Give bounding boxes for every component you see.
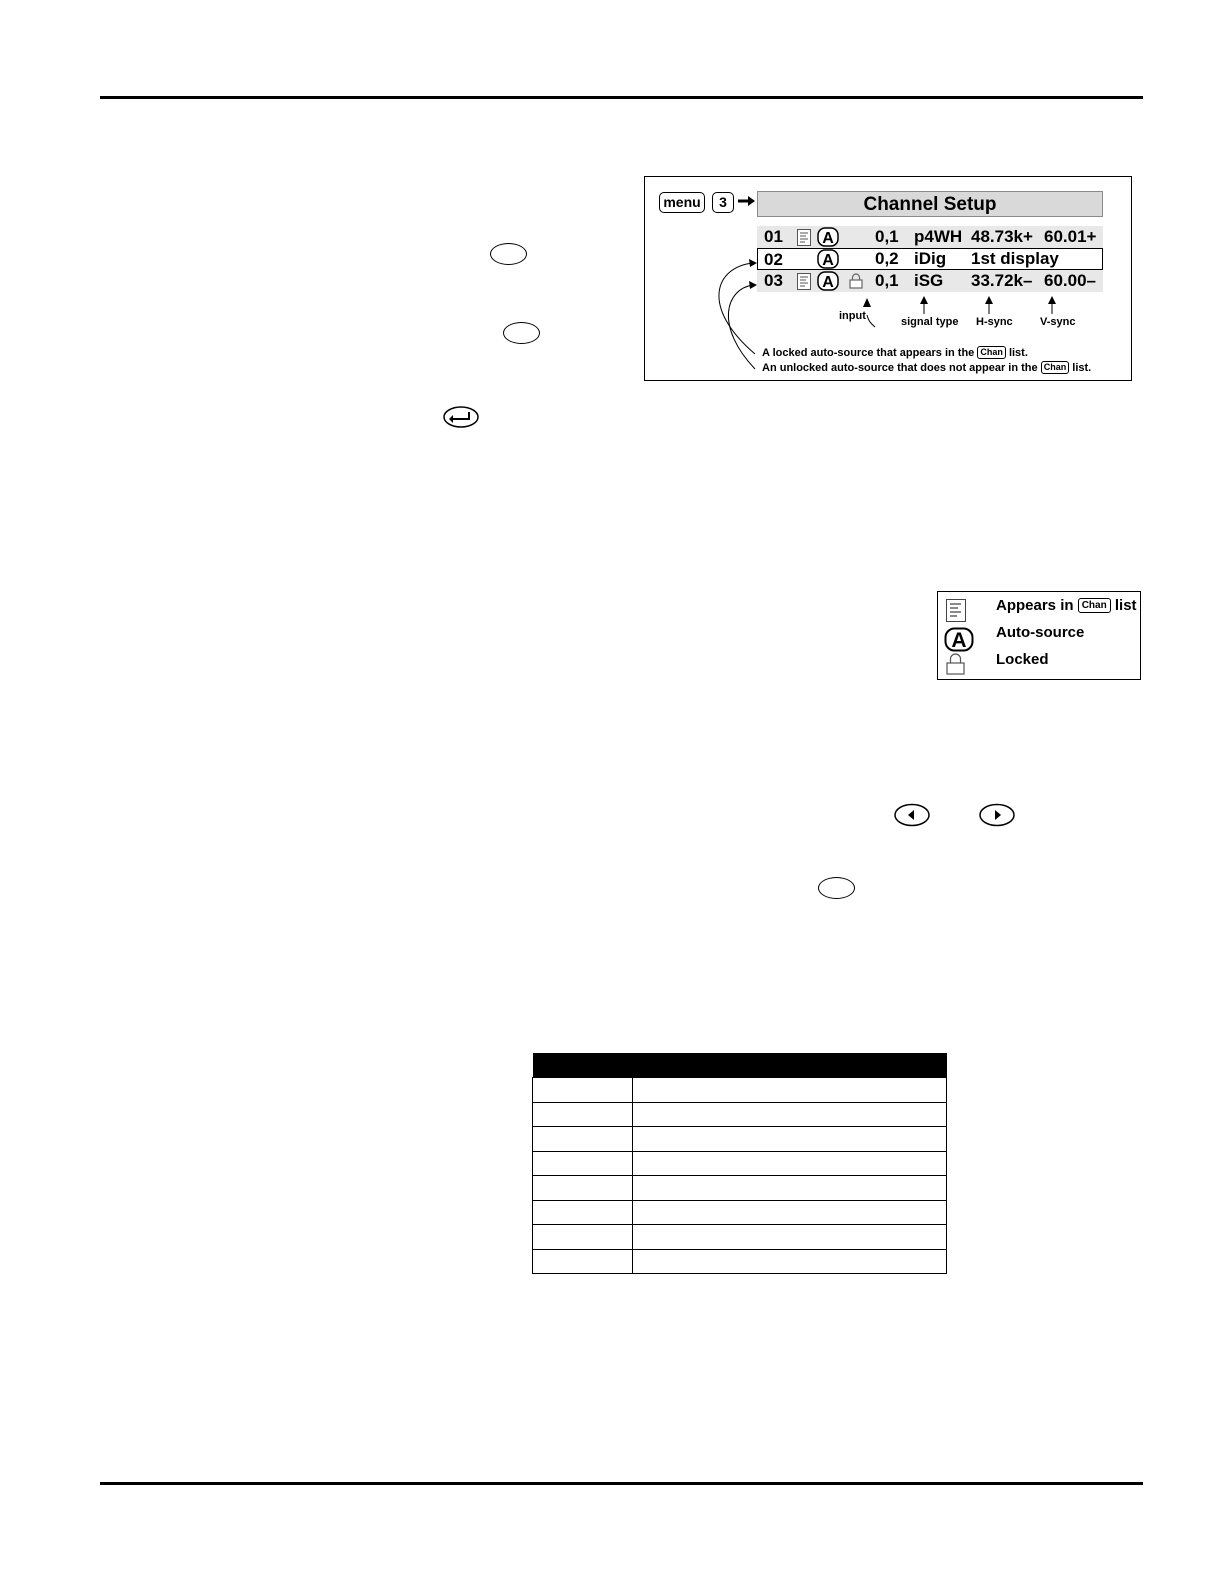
remote-key-icon <box>490 243 527 265</box>
table-row <box>533 1078 947 1103</box>
header-rule <box>100 96 1143 99</box>
table-cell <box>633 1225 947 1250</box>
locked-note <box>762 346 1028 359</box>
unlocked-note-text: An unlocked auto-source that does not appear in the <box>762 362 1038 374</box>
table-row <box>533 1102 947 1127</box>
table-row <box>533 1225 947 1250</box>
vsync-value: 60.01+ <box>1044 227 1097 246</box>
table-header-cell <box>533 1053 633 1078</box>
auto-source-icon <box>944 627 974 652</box>
table-header-cell <box>633 1053 947 1078</box>
chan-key: Chan <box>1078 598 1111 613</box>
table-cell <box>533 1176 633 1201</box>
chan-key: Chan <box>1041 361 1070 374</box>
svg-text:A: A <box>951 629 967 652</box>
input-label: input <box>839 310 866 322</box>
table-cell <box>633 1127 947 1152</box>
channel-setup-figure <box>644 176 1132 381</box>
svg-text:A: A <box>822 230 834 247</box>
table-cell <box>633 1176 947 1201</box>
icon-legend <box>937 591 1141 680</box>
input-value: 0,1 <box>875 227 899 246</box>
signal-type-value: iDig <box>914 249 947 268</box>
svg-text:A: A <box>822 274 834 291</box>
channel-number: 03 <box>764 271 783 290</box>
signal-type-value: iSG <box>914 271 944 290</box>
table-cell <box>633 1102 947 1127</box>
remote-key-icon <box>503 322 540 344</box>
hsync-label: H-sync <box>976 316 1013 328</box>
table-cell <box>533 1200 633 1225</box>
unlocked-note-end: list. <box>1072 362 1092 374</box>
lock-icon <box>946 653 965 675</box>
enter-key-icon <box>442 405 480 429</box>
table-row <box>533 1151 947 1176</box>
table-cell <box>533 1225 633 1250</box>
chan-key: Chan <box>977 346 1006 359</box>
left-arrow-key-icon <box>893 803 931 827</box>
input-value: 0,1 <box>875 271 899 290</box>
footer-rule <box>100 1482 1143 1485</box>
signal-type-value: p4WH <box>914 227 963 246</box>
locked-note-text: A locked auto-source that appears in the <box>762 347 975 359</box>
data-table <box>532 1053 947 1274</box>
right-arrow-key-icon <box>978 803 1016 827</box>
signal-type-label: signal type <box>901 316 959 328</box>
legend-appears-end: list <box>1114 597 1137 614</box>
table-row <box>533 1200 947 1225</box>
vsync-value: 60.00– <box>1044 271 1096 290</box>
table-cell <box>533 1102 633 1127</box>
table-row <box>533 1176 947 1201</box>
legend-appears <box>996 597 1137 614</box>
channel-number: 01 <box>764 227 783 246</box>
vsync-label: V-sync <box>1040 316 1076 328</box>
menu-key: menu <box>659 192 705 213</box>
list-icon <box>946 599 966 622</box>
svg-text:A: A <box>822 252 834 269</box>
menu-title: Channel Setup <box>757 191 1103 217</box>
table-cell <box>633 1249 947 1274</box>
hsync-value: 33.72k– <box>971 271 1033 290</box>
table-row <box>533 1127 947 1152</box>
remote-key-icon <box>818 877 855 899</box>
display-value: 1st display <box>971 249 1059 268</box>
input-value: 0,2 <box>875 249 899 268</box>
table-cell <box>533 1249 633 1274</box>
legend-auto: Auto-source <box>996 624 1085 641</box>
locked-note-end: list. <box>1008 347 1028 359</box>
channel-number: 02 <box>764 250 783 269</box>
legend-appears-text: Appears in <box>996 597 1074 614</box>
unlocked-note <box>762 361 1091 374</box>
table-cell <box>533 1078 633 1103</box>
table-cell <box>633 1151 947 1176</box>
table-cell <box>633 1078 947 1103</box>
table-cell <box>533 1151 633 1176</box>
hsync-value: 48.73k+ <box>971 227 1033 246</box>
legend-locked: Locked <box>996 651 1049 668</box>
number-key: 3 <box>712 192 734 213</box>
table-cell <box>633 1200 947 1225</box>
table-row <box>533 1249 947 1274</box>
table-cell <box>533 1127 633 1152</box>
table-header-row <box>533 1053 947 1078</box>
